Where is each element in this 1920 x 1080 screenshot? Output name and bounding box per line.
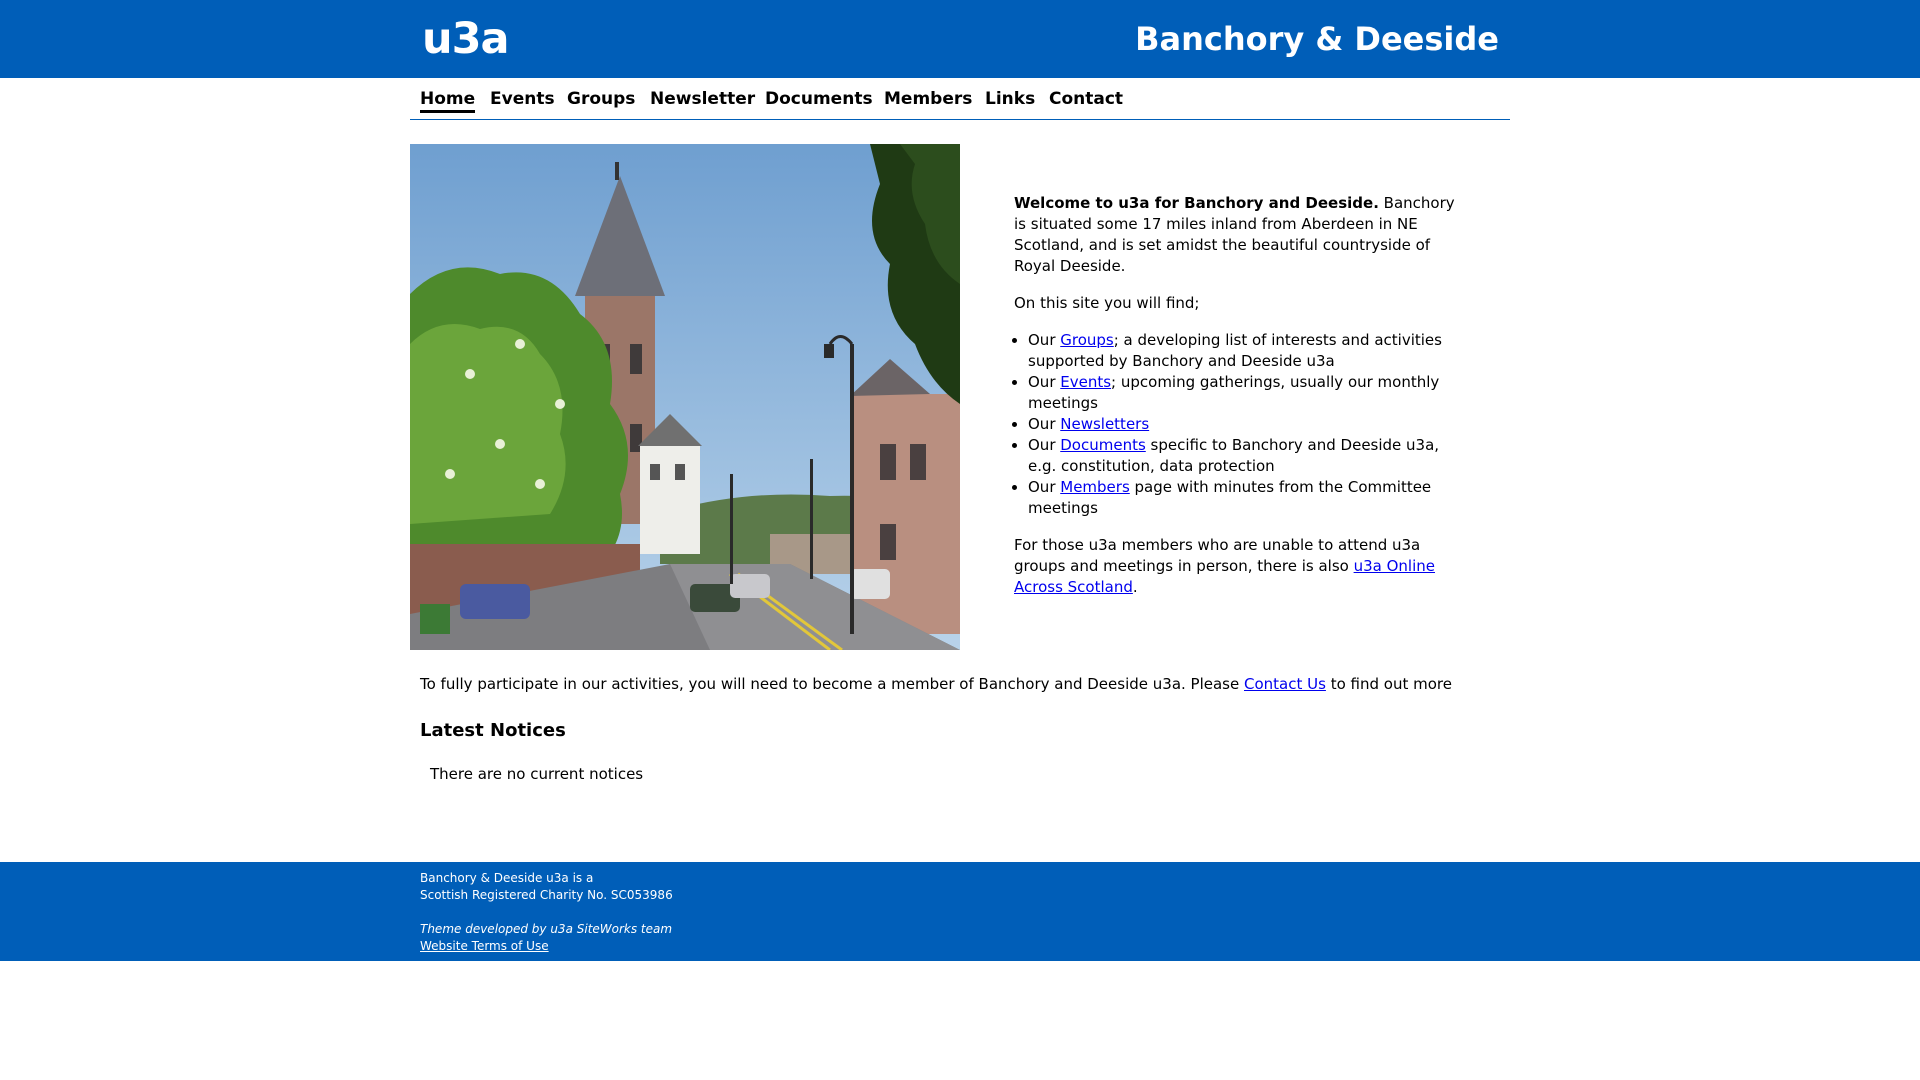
charity-line-2: Scottish Registered Charity No. SC053986	[420, 888, 673, 902]
welcome-intro-text: Banchory is situated some 17 miles inland from Aberdeen in NE Scotland, and is set amidst the beautiful countryside of Royal Deeside.	[1014, 194, 1455, 275]
site-header	[0, 0, 1920, 78]
documents-link[interactable]: Documents	[1060, 436, 1146, 454]
welcome-intro-bold: Welcome to u3a for Banchory and Deeside.	[1014, 194, 1379, 212]
welcome-intro	[1014, 193, 1459, 277]
nav-links[interactable]: Links	[985, 89, 1036, 109]
list-item-suffix: ; upcoming gatherings, usually our monthly meetings	[1028, 373, 1440, 412]
contact-us-link[interactable]: Contact Us	[1244, 675, 1326, 693]
charity-line-1: Banchory & Deeside u3a is a	[420, 871, 594, 885]
banchory-street-photo	[410, 144, 960, 650]
online-prefix: For those u3a members who are unable to attend u3a groups and meetings in person, there is also	[1014, 536, 1421, 575]
list-item-prefix: Our	[1028, 415, 1061, 433]
membership-paragraph	[420, 673, 1510, 695]
members-link[interactable]: Members	[1060, 478, 1130, 496]
u3a-logo[interactable]: u3a	[422, 14, 509, 64]
site-contents-list	[1014, 330, 1459, 519]
list-item-prefix: Our	[1028, 478, 1061, 496]
u3a-online-scotland-link[interactable]: u3a Online Across Scotland	[1014, 557, 1435, 596]
newsletters-link[interactable]: Newsletters	[1060, 415, 1150, 433]
list-item-prefix: Our	[1028, 373, 1061, 391]
nav-contact[interactable]: Contact	[1049, 89, 1124, 109]
welcome-section	[1014, 193, 1459, 614]
nav-members[interactable]: Members	[884, 89, 973, 109]
list-item-suffix: page with minutes from the Committee meetings	[1028, 478, 1432, 517]
nav-newsletter[interactable]: Newsletter	[650, 89, 756, 109]
no-notices-text: There are no current notices	[430, 765, 644, 783]
nav-home[interactable]: Home	[420, 88, 475, 113]
list-item	[1028, 372, 1459, 414]
list-item-suffix: ; a developing list of interests and activities supported by Banchory and Deeside u3a	[1028, 331, 1442, 370]
list-item	[1028, 414, 1459, 435]
list-item-prefix: Our	[1028, 331, 1061, 349]
list-item-prefix: Our	[1028, 436, 1061, 454]
site-footer	[0, 862, 1920, 961]
groups-link[interactable]: Groups	[1060, 331, 1114, 349]
latest-notices-heading: Latest Notices	[420, 720, 566, 741]
list-item	[1028, 435, 1459, 477]
site-title[interactable]: Banchory & Deeside	[1135, 20, 1499, 58]
list-item	[1028, 477, 1459, 519]
nav-groups[interactable]: Groups	[567, 89, 636, 109]
main-nav	[410, 78, 1510, 120]
events-link[interactable]: Events	[1060, 373, 1112, 391]
online-paragraph	[1014, 535, 1459, 598]
nav-events[interactable]: Events	[490, 89, 555, 109]
online-suffix: .	[1132, 578, 1138, 596]
terms-of-use-link[interactable]: Website Terms of Use	[420, 939, 549, 953]
footer-content	[420, 870, 673, 955]
find-intro: On this site you will find;	[1014, 294, 1200, 312]
list-item	[1028, 330, 1459, 372]
membership-suffix: to find out more	[1325, 675, 1452, 693]
theme-credit: Theme developed by u3a SiteWorks team	[420, 922, 673, 936]
list-item-suffix: specific to Banchory and Deeside u3a, e.g. constitution, data protection	[1028, 436, 1440, 475]
membership-prefix: To fully participate in our activities, you will need to become a member of Banchory and Deeside u3a. Please	[420, 675, 1244, 693]
nav-documents[interactable]: Documents	[765, 89, 873, 109]
